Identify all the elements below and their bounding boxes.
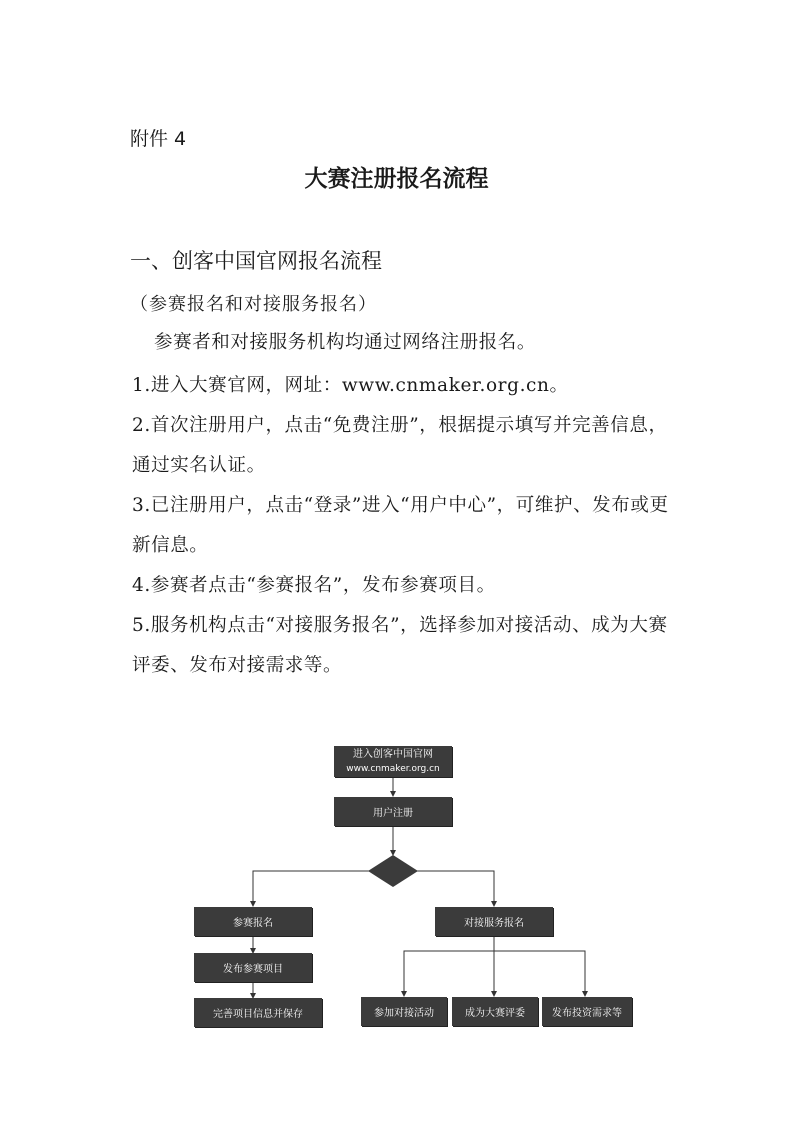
step-5: 5.服务机构点击“对接服务报名”，选择参加对接活动、成为大赛评委、发布对接需求等。 <box>132 615 668 676</box>
flow-enter-site-label: 进入创客中国官网 <box>353 748 433 760</box>
flow-contest-signup-box: 参赛报名 <box>194 907 312 936</box>
flow-become-judge-box: 成为大赛评委 <box>452 997 538 1026</box>
flow-complete-info-box: 完善项目信息并保存 <box>194 998 322 1027</box>
section-subheading: （参赛报名和对接服务报名） <box>130 294 377 315</box>
flow-publish-project-box: 发布参赛项目 <box>194 953 312 982</box>
flow-enter-site-box <box>334 746 452 777</box>
flow-service-signup-box: 对接服务报名 <box>435 907 553 936</box>
section-heading: 一、创客中国官网报名流程 <box>130 249 382 273</box>
step-4: 4.参赛者点击“参赛报名”，发布参赛项目。 <box>132 575 496 596</box>
step-1: 1.进入大赛官网，网址：www.cnmaker.org.cn。 <box>132 375 569 396</box>
flow-investment-demand-box: 发布投资需求等 <box>542 997 632 1026</box>
flow-site-url: www.cnmaker.org.cn <box>346 763 440 774</box>
flow-join-activity-box: 参加对接活动 <box>361 997 447 1026</box>
step-2: 2.首次注册用户，点击“免费注册”，根据提示填写并完善信息，通过实名认证。 <box>132 415 668 476</box>
intro-paragraph: 参赛者和对接服务机构均通过网络注册报名。 <box>154 332 537 353</box>
flow-register-box: 用户注册 <box>334 797 452 826</box>
decision-diamond <box>368 855 418 887</box>
step-3: 3.已注册用户，点击“登录”进入“用户中心”，可维护、发布或更新信息。 <box>132 495 669 556</box>
document-title: 大赛注册报名流程 <box>304 165 489 192</box>
attachment-label: 附件 4 <box>130 128 187 150</box>
